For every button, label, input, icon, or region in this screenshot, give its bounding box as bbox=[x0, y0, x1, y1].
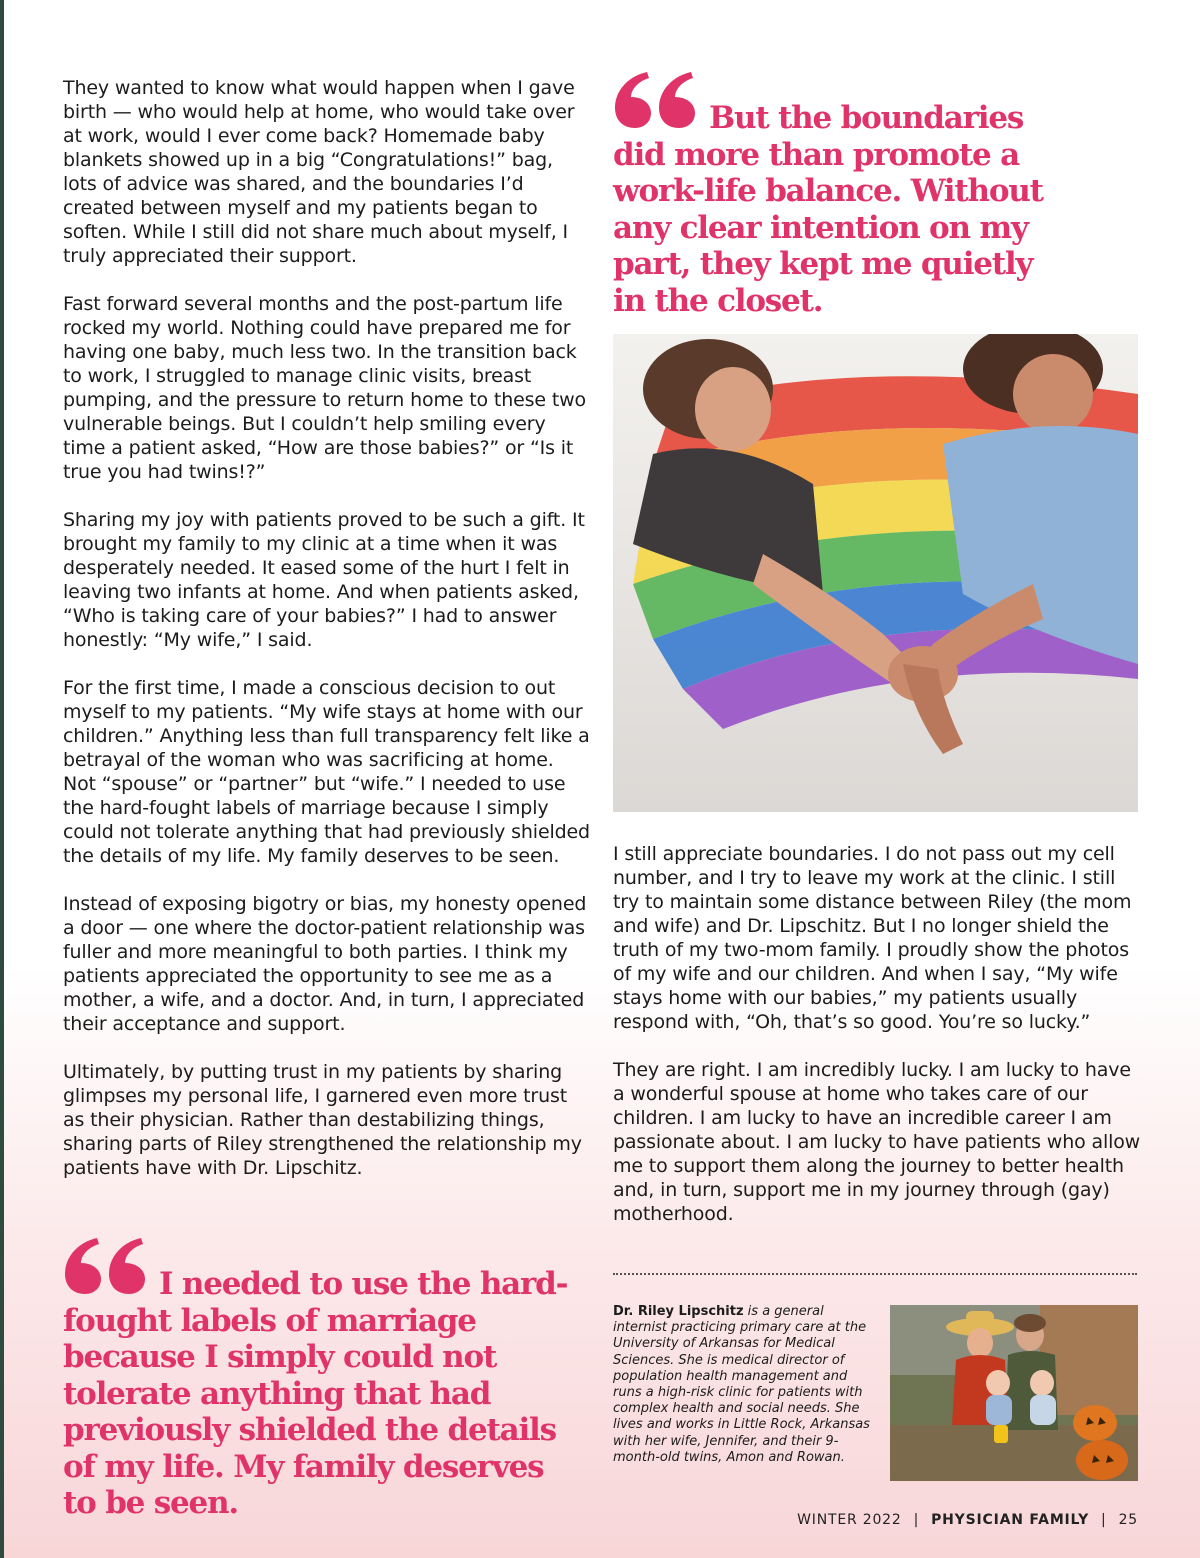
magazine-name: PHYSICIAN FAMILY bbox=[931, 1512, 1090, 1528]
pull-quote-text: But the boundaries did more than promote a work-life balance. Without any clear intention on my part, they kept me quietly in the closet. bbox=[613, 100, 1043, 319]
body-paragraph: Fast forward several months and the post-partum life rocked my world. Nothing could have prepared me for having one baby, much less two. In the transition back to work, I struggled to manage clinic visits, breast pumping, and the pressure to return home to these two vulnerable beings. But I couldn’t help smiling every time a patient asked, “How are those babies?” or “Is it true you had twins!?” bbox=[63, 293, 586, 483]
page-number: 25 bbox=[1118, 1512, 1138, 1528]
issue-label: WINTER 2022 bbox=[797, 1512, 902, 1528]
pull-quote-text: I needed to use the hard-fought labels of marriage because I simply could not tolerate anything that had previously shielded the details of my life. My family deserves to be seen. bbox=[63, 1266, 568, 1521]
body-paragraph: For the first time, I made a conscious decision to out myself to my patients. “My wife stays at home with our children.” Anything less than full transparency felt like a betrayal of the woman who was sacrificing at home. Not “spouse” or “partner” but “wife.” I needed to use the hard-fought labels of marriage because I simply could not tolerate anything that had previously shielded the details of my life. My family deserves to be seen. bbox=[63, 677, 590, 867]
page-edge-line bbox=[0, 0, 4, 1558]
quote-mark-icon bbox=[613, 70, 705, 130]
quote-mark-icon bbox=[63, 1236, 155, 1296]
body-paragraph: Ultimately, by putting trust in my patients by sharing glimpses my personal life, I garnered even more trust as their physician. Rather than destabilizing things, sharing parts of Riley strengthened the relationship my patients have with Dr. Lipschitz. bbox=[63, 1061, 582, 1179]
dotted-divider bbox=[613, 1273, 1137, 1275]
body-paragraph: They wanted to know what would happen when I gave birth — who would help at home, who would take over at work, would I ever come back? Homemade baby blankets showed up in a big “Congratulations!” bag, lots of advice was shared, and the boundaries I’d created between myself and my patients began to soften. While I still did not share much about myself, I truly appreciated their support. bbox=[63, 77, 575, 267]
author-name: Dr. Riley Lipschitz bbox=[613, 1304, 744, 1319]
pull-quote-left bbox=[63, 1236, 583, 1522]
left-column bbox=[63, 76, 591, 1204]
author-bio-text: is a general internist practicing primary care at the University of Arkansas for Medical Sciences. She is medical director of population health management and runs a high-risk clinic for patients with complex health and social needs. She lives and works in Little Rock, Arkansas with her wife, Jennifer, and their 9-month-old twins, Amon and Rowan. bbox=[613, 1304, 870, 1465]
photo-author-family bbox=[890, 1305, 1138, 1481]
footer-separator: | bbox=[1101, 1512, 1107, 1528]
body-paragraph: Instead of exposing bigotry or bias, my honesty opened a door — one where the doctor-patient relationship was fuller and more meaningful to both parties. I think my patients appreciated the opportunity to see me as a mother, a wife, and a doctor. And, in turn, I appreciated their acceptance and support. bbox=[63, 893, 587, 1035]
rainbow-flag-illustration bbox=[613, 334, 1138, 812]
footer-separator: | bbox=[913, 1512, 920, 1528]
author-bio bbox=[613, 1304, 875, 1466]
page-footer bbox=[797, 1512, 1138, 1528]
right-column bbox=[613, 842, 1143, 1250]
body-paragraph: Sharing my joy with patients proved to be such a gift. It brought my family to my clinic at a time when it was desperately needed. It eased some of the hurt I felt in leaving two infants at home. And when patients asked, “Who is taking care of your babies?” I had to answer honestly: “My wife,” I said. bbox=[63, 509, 585, 651]
photo-rainbow-flag-hands bbox=[613, 334, 1138, 812]
family-photo-illustration bbox=[890, 1305, 1138, 1481]
pull-quote-right bbox=[613, 70, 1063, 319]
body-paragraph: They are right. I am incredibly lucky. I am lucky to have a wonderful spouse at home who takes care of our children. I am lucky to have an incredible career I am passionate about. I am lucky to have patients who allow me to support them along the journey to better health and, in turn, support me in my journey through (gay) motherhood. bbox=[613, 1059, 1141, 1225]
body-paragraph: I still appreciate boundaries. I do not pass out my cell number, and I try to leave my work at the clinic. I still try to maintain some distance between Riley (the mom and wife) and Dr. Lipschitz. But I no longer shield the truth of my two-mom family. I proudly show the photos of my wife and our children. And when I say, “My wife stays home with our babies,” my patients usually respond with, “Oh, that’s so good. You’re so lucky.” bbox=[613, 843, 1132, 1033]
